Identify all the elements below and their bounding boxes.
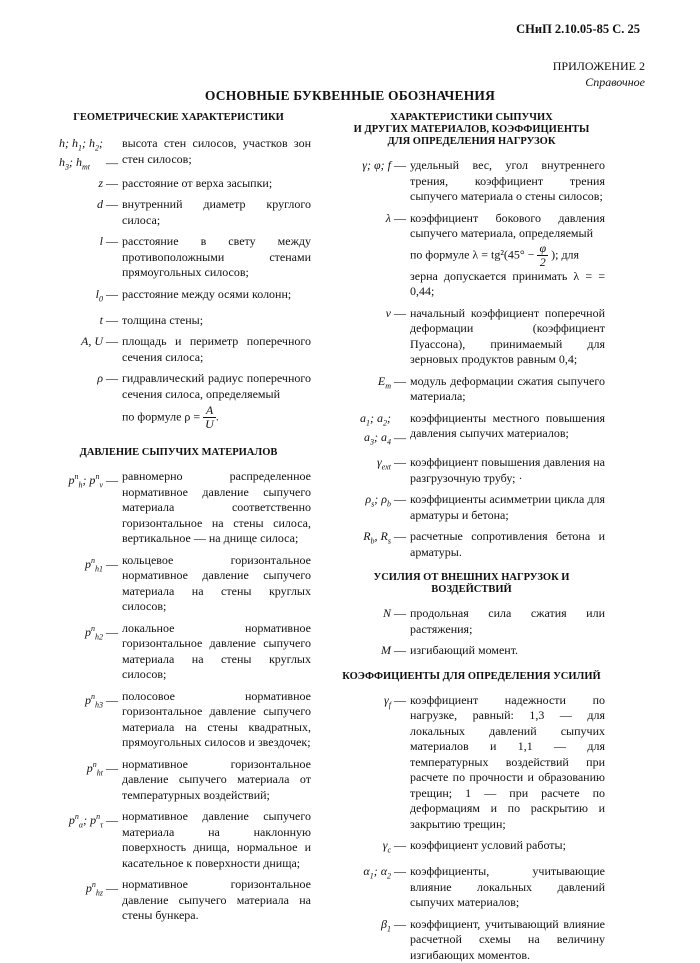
symbol-entry [46, 689, 311, 751]
lambda-fraction: $\frac{\varphi}{2}$ [539, 240, 547, 269]
left-column [46, 112, 311, 924]
symbol-entry [46, 371, 311, 402]
formula-row [338, 269, 605, 300]
section-title-geometry: ГЕОМЕТРИЧЕСКИЕ ХАРАКТЕРИСТИКИ [73, 112, 284, 123]
symbol-description: гидравлический радиус поперечного сечения силоса, определяемый [122, 371, 311, 401]
symbol-entry [46, 553, 311, 615]
symbol: M — [381, 643, 406, 658]
symbol-description: нормативное давление сыпучего материала на наклонную поверхность днища, нормальное и касательное к поверхности днища; [122, 809, 311, 870]
symbol-description: коэффициент бокового давления сыпучего материала, определяемый [410, 210, 605, 240]
symbol-description: высота стен силосов, участков зон стен силосов; [122, 136, 311, 166]
symbol: ν — [385, 305, 406, 320]
symbol-description: коэффициент условий работы; [410, 838, 566, 853]
formula-row [46, 404, 311, 431]
symbol-description: продольная сила сжатия или растяжения; [410, 606, 605, 636]
symbol-description: внутренний диаметр круглого силоса; [122, 197, 311, 227]
symbol-description: расстояние в свету между противоположными стенами прямоугольных силосов; [122, 234, 311, 280]
symbol-description: расчетные сопротивления бетона и арматуры. [410, 529, 605, 559]
symbol-description: расстояние между осями колонн; [122, 286, 292, 301]
symbol-description: нормативное горизонтальное давление сыпучего материала на стены бункера. [122, 877, 311, 923]
symbol: t — [99, 312, 118, 327]
symbol-entry [338, 374, 605, 405]
symbol-entry [46, 313, 311, 329]
formula-prefix: по формуле ρ = [122, 409, 201, 424]
formula-fraction: $\frac{A}{U}$ [205, 403, 214, 432]
symbol-description: кольцевое горизонтальное нормативное давление сыпучего материала на стены круглых силосов; [122, 552, 311, 614]
symbol-entry [338, 606, 605, 637]
symbol-entry [46, 136, 311, 175]
symbol-description: коэффициенты местного повышения давления сыпучих материалов; [410, 410, 605, 440]
document-code: СНиП 2.10.05-85 С. 25 [516, 22, 640, 36]
symbol: $\alpha_1$; $\alpha_2$ — [363, 864, 406, 881]
symbol: $p^n_{h1}$ — [85, 555, 118, 574]
symbol: $p^n_\alpha$; $p^n_\tau$ — [68, 812, 118, 830]
symbol-entry [338, 643, 605, 659]
symbol-entry [338, 455, 605, 486]
symbol-entry [338, 158, 605, 205]
symbol-entry [46, 287, 311, 307]
symbol: $\gamma_c$ — [382, 838, 406, 855]
symbol: $p^n_{ht}$ — [86, 759, 118, 778]
symbol: z — [98, 175, 118, 190]
symbol-entry [338, 917, 605, 963]
appendix-number: ПРИЛОЖЕНИЕ 2 [552, 59, 645, 73]
symbol: d — [97, 197, 118, 212]
symbol-entry [338, 693, 605, 833]
symbol-entry [338, 211, 605, 242]
symbol: A, U — [81, 334, 118, 349]
symbol-entry [338, 864, 605, 911]
symbol: $\rho_s$; $\rho_b$ — [365, 492, 406, 509]
symbol-description: локальное нормативное горизонтальное давление сыпучего материала на стены круглых силосов; [122, 620, 311, 682]
right-column [338, 112, 605, 963]
section-title-material-characteristics: ХАРАКТЕРИСТИКИ СЫПУЧИХ И ДРУГИХ МАТЕРИАЛОВ, КОЭФФИЦИЕНТЫ ДЛЯ ОПРЕДЕЛЕНИЯ НАГРУЗОК [353, 112, 590, 147]
symbol-description: модуль деформации сжатия сыпучего материала; [410, 373, 605, 403]
symbol-entry [46, 469, 311, 547]
symbol: γ; φ; f — [362, 158, 406, 172]
section-title-pressure: ДАВЛЕНИЕ СЫПУЧИХ МАТЕРИАЛОВ [79, 447, 278, 459]
symbol-description: нормативное горизонтальное давление сыпучего материала от температурных воздействий; [122, 756, 311, 802]
symbol-description: расстояние от верха засыпки; [122, 175, 273, 190]
section-title-forces: УСИЛИЯ ОТ ВНЕШНИХ НАГРУЗОК И ВОЗДЕЙСТВИЙ [373, 572, 570, 596]
page-title: ОСНОВНЫЕ БУКВЕННЫЕ ОБОЗНАЧЕНИЯ [204, 88, 496, 103]
section-title-coefficients: КОЭФФИЦИЕНТЫ ДЛЯ ОПРЕДЕЛЕНИЯ УСИЛИЙ [342, 670, 601, 682]
symbol-entry [46, 877, 311, 924]
symbol-entry [46, 176, 311, 192]
symbol-description: коэффициент повышения давления на разгрузочную трубу; · [410, 455, 605, 485]
symbol-entry [338, 492, 605, 523]
symbol-entry [338, 411, 605, 450]
symbol: λ — [385, 210, 406, 225]
symbol-entry [46, 809, 311, 871]
symbol-entry [338, 529, 605, 560]
symbol-description: толщина стены; [122, 312, 204, 327]
symbol-entry [338, 838, 605, 858]
hydraulic-radius-formula: по формуле ρ = $\frac{A}{U}$ . [122, 403, 219, 432]
symbol: N — [382, 606, 406, 621]
symbol: $\gamma_{ext}$ — [376, 455, 406, 472]
symbol: $p^n_h$; $p^n_v$ — [68, 472, 118, 490]
symbol: $p^n_{hz}$ — [85, 880, 118, 898]
symbol-description: полосовое нормативное горизонтальное давление сыпучего материала на стены квадратных, прямоугольных силосов и звездочек; [122, 688, 311, 750]
symbol-description: коэффициенты асимметрии цикла для арматуры и бетона; [410, 492, 605, 522]
symbol-entry [46, 334, 311, 365]
symbol-description: коэффициент надежности по нагрузке, равный: 1,3 — для локальных давлений сыпучих материалов и 1,1 — для температурных воздействий при расчете по прочности и образованию трещин; 1 — при расчете по деформациям и по раскрытию и закрытию трещин; [410, 692, 605, 831]
symbol-entry [46, 621, 311, 683]
symbol: l — [99, 234, 118, 249]
symbol: h; $h_1$; $h_2$; $h_3$; $h_{mt}$ — [59, 136, 118, 172]
symbol: $p^n_{h2}$ — [85, 623, 118, 642]
formula-row [338, 242, 605, 269]
appendix-label [553, 58, 645, 90]
symbol-entry [338, 306, 605, 368]
symbol: $E_m$ — [377, 373, 406, 390]
symbol: ρ — [97, 371, 118, 386]
symbol-description: площадь и периметр поперечного сечения силоса; [122, 334, 311, 364]
symbol: $\gamma_f$ — [384, 692, 406, 710]
symbol-entry [46, 757, 311, 804]
appendix-type: Справочное [585, 75, 645, 89]
symbol: $a_1$; $a_2$; $a_3$; $a_4$ — [360, 410, 406, 447]
lambda-formula: по формуле λ = tg²(45° − $\frac{\varphi}{2}$ ); для [410, 240, 580, 269]
symbol-entry [46, 197, 311, 228]
symbol-description: равномерно распределенное нормативное давление сыпучего материала соответственно горизонтальное на стены силоса, вертикальное — на днище силоса; [122, 469, 311, 546]
symbol-description: изгибающий момент. [410, 643, 519, 658]
lambda-note: зерна допускается принимать λ = = 0,44; [410, 268, 605, 298]
symbol-description: удельный вес, угол внутреннего трения, коэффициент трения сыпучего материала о стены силосов; [410, 158, 605, 203]
symbol: $R_b$, $R_s$ — [363, 529, 406, 546]
symbol: $\beta_1$ — [381, 916, 406, 934]
symbol-entry [46, 234, 311, 281]
symbol: $l_0$ — [95, 286, 118, 304]
symbol-description: начальный коэффициент поперечной деформации (коэффициент Пуассона), принимаемый для зерновых продуктов равным 0,4; [410, 305, 605, 366]
symbol-description: коэффициенты, учитывающие влияние локальных давлений сыпучих материалов; [410, 864, 605, 910]
symbol-description: коэффициент, учитывающий влияние расчетной схемы на величину изгибающих моментов. [410, 916, 605, 962]
symbol: $p^n_{h3}$ — [85, 691, 118, 710]
